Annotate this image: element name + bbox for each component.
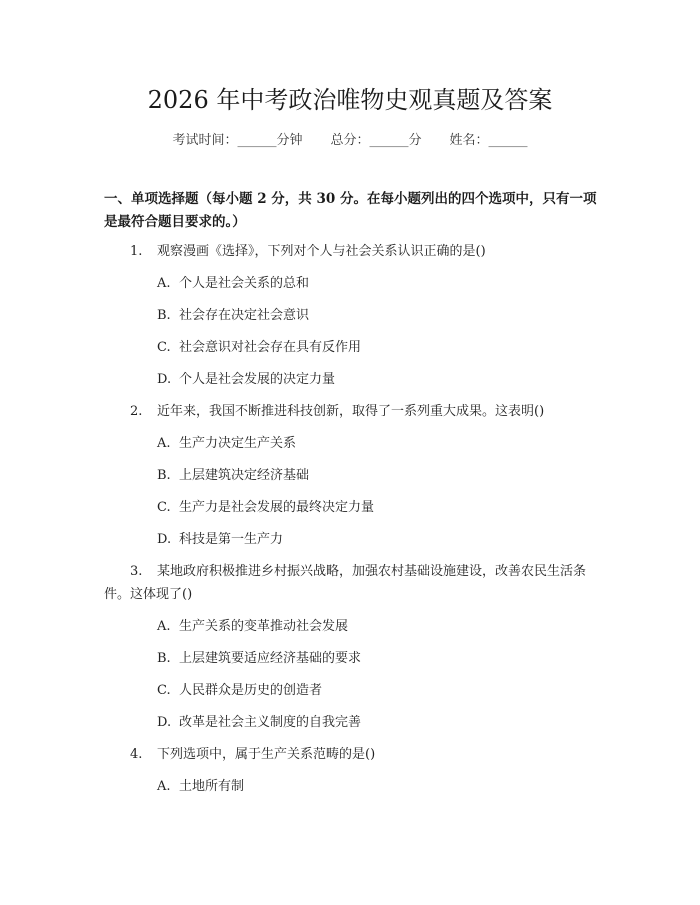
question-text <box>104 743 604 766</box>
option-item <box>157 368 700 391</box>
option-text: 科技是第一生产力 <box>179 532 284 547</box>
question-number: 2. <box>130 404 143 419</box>
option-letter: B. <box>157 468 171 483</box>
exam-meta-line <box>0 131 700 151</box>
option-letter: C. <box>157 340 171 355</box>
option-text: 人民群众是历史的创造者 <box>179 683 323 698</box>
option-item <box>157 496 700 519</box>
option-item <box>157 432 700 455</box>
option-letter: D. <box>157 372 172 387</box>
option-item <box>157 711 700 734</box>
option-item <box>157 336 700 359</box>
option-letter: B. <box>157 651 171 666</box>
option-letter: C. <box>157 683 171 698</box>
option-text: 个人是社会关系的总和 <box>179 276 310 291</box>
exam-time-field: 考试时间：______分钟 <box>172 133 303 148</box>
option-letter: A. <box>157 276 171 291</box>
option-item <box>157 647 700 670</box>
question-stem: 某地政府积极推进乡村振兴战略，加强农村基础设施建设，改善农民生活条件。这体现了() <box>104 564 587 602</box>
option-item <box>157 464 700 487</box>
question-text <box>104 400 604 423</box>
option-letter: D. <box>157 715 172 730</box>
option-text: 上层建筑要适应经济基础的要求 <box>179 651 362 666</box>
option-text: 生产力是社会发展的最终决定力量 <box>179 500 375 515</box>
option-text: 社会意识对社会存在具有反作用 <box>179 340 362 355</box>
question-number: 3. <box>130 564 143 579</box>
option-item <box>157 528 700 551</box>
option-item <box>157 679 700 702</box>
option-letter: A. <box>157 436 171 451</box>
question-number: 4. <box>130 747 143 762</box>
question-number: 1. <box>130 244 143 259</box>
option-text: 改革是社会主义制度的自我完善 <box>179 715 362 730</box>
section-heading: 一、单项选择题（每小题 2 分，共 30 分。在每小题列出的四个选项中，只有一项是最符合题目要求的。） <box>104 191 597 230</box>
option-item <box>157 615 700 638</box>
total-score-field: 总分：______分 <box>330 133 422 148</box>
question-stem: 下列选项中，属于生产关系范畴的是() <box>157 747 376 762</box>
option-item <box>157 775 700 798</box>
question-stem: 观察漫画《选择》，下列对个人与社会关系认识正确的是() <box>157 244 486 259</box>
option-text: 社会存在决定社会意识 <box>179 308 310 323</box>
option-item <box>157 304 700 327</box>
option-item <box>157 272 700 295</box>
option-letter: D. <box>157 532 172 547</box>
option-text: 上层建筑决定经济基础 <box>179 468 310 483</box>
page-title: 2026 年中考政治唯物史观真题及答案 <box>147 86 553 114</box>
option-letter: B. <box>157 308 171 323</box>
option-letter: A. <box>157 619 171 634</box>
question-text <box>104 560 604 606</box>
option-letter: A. <box>157 779 171 794</box>
option-text: 生产力决定生产关系 <box>179 436 297 451</box>
student-name-field: 姓名：______ <box>449 133 528 148</box>
question-list <box>0 240 700 798</box>
option-text: 个人是社会发展的决定力量 <box>179 372 336 387</box>
option-text: 生产关系的变革推动社会发展 <box>179 619 349 634</box>
question-text <box>104 240 604 263</box>
option-letter: C. <box>157 500 171 515</box>
question-stem: 近年来，我国不断推进科技创新，取得了一系列重大成果。这表明() <box>157 404 545 419</box>
option-text: 土地所有制 <box>179 779 245 794</box>
